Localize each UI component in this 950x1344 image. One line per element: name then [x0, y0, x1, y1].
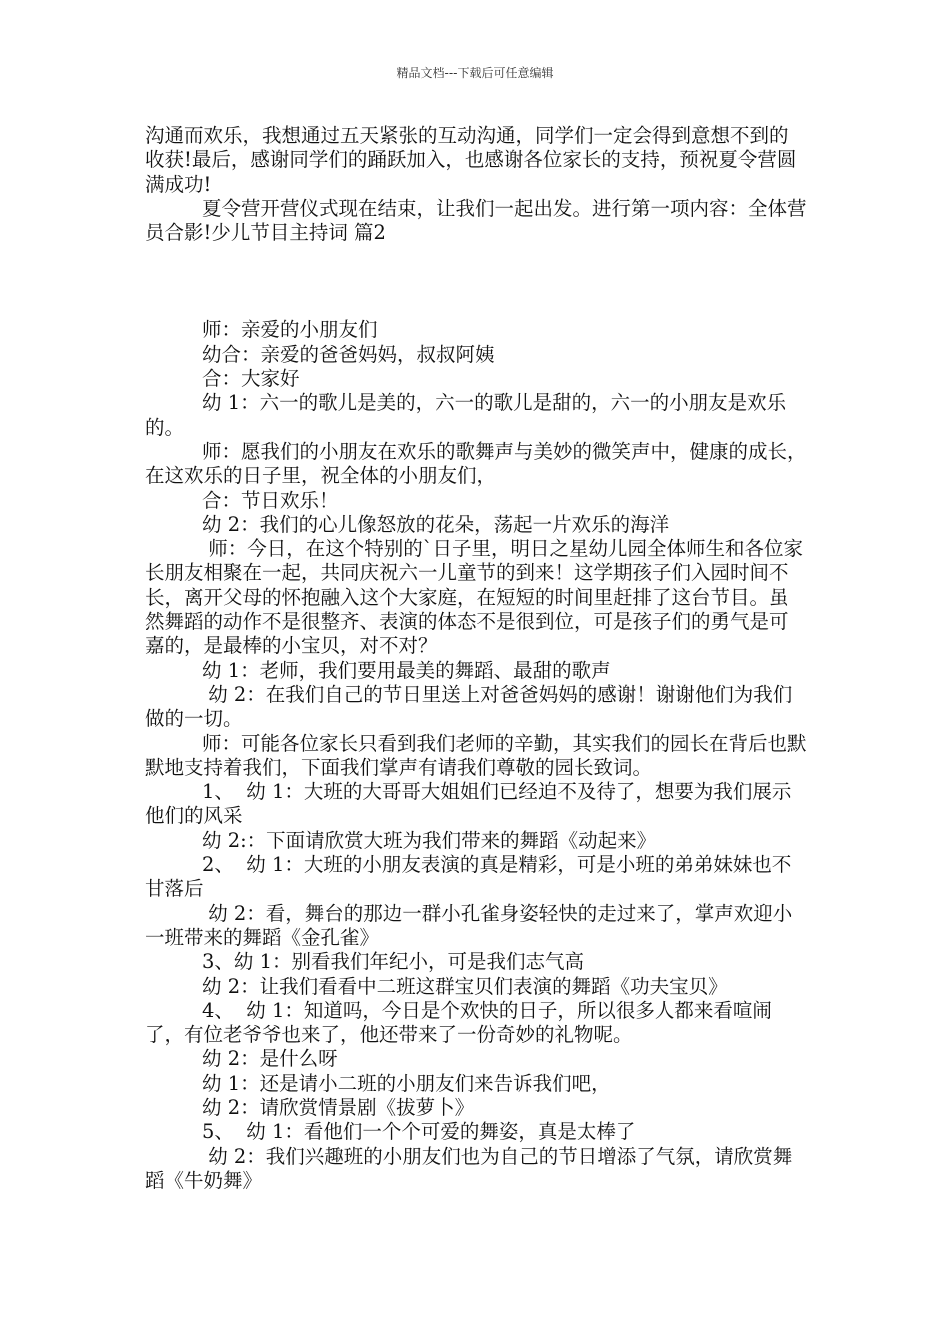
- intro-section: [145, 124, 807, 245]
- script-line: 幼 2：我们兴趣班的小朋友们也为自己的节日增添了气氛，请欣赏舞蹈《牛奶舞》: [145, 1144, 793, 1192]
- script-line: 幼 1：还是请小二班的小朋友们来告诉我们吧，: [202, 1071, 611, 1095]
- page-header: 精品文档---下载后可任意编辑: [396, 66, 554, 80]
- script-line: 师：亲爱的小朋友们: [202, 318, 378, 342]
- script-line: 幼 1：老师，我们要用最美的舞蹈、最甜的歌声: [202, 658, 611, 682]
- script-line: 2、 幼 1：大班的小朋友表演的真是精彩，可是小班的弟弟妹妹也不甘落后: [145, 853, 792, 901]
- script-line: 师：可能各位家长只看到我们老师的辛勤，其实我们的园长在背后也默默地支持着我们，下面我们掌声有请我们尊敬的园长致词。: [145, 731, 807, 779]
- script-line: 幼 2：请欣赏情景剧《拔萝卜》: [202, 1095, 475, 1119]
- script-line: 合：节日欢乐！: [202, 488, 339, 512]
- script-line: 4、 幼 1：知道吗，今日是个欢快的日子，所以很多人都来看喧闹了，有位老爷爷也来了，他还带来了一份奇妙的礼物呢。: [145, 998, 772, 1047]
- script-line: 幼 2:：下面请欣赏大班为我们带来的舞蹈《动起来》: [202, 828, 657, 852]
- section-gap: [145, 245, 807, 318]
- document-body: [145, 124, 807, 1193]
- script-line: 幼合：亲爱的爸爸妈妈，叔叔阿姨: [202, 342, 495, 366]
- script-line: 师：今日，在这个特别的`日子里，明日之星幼儿园全体师生和各位家长朋友相聚在一起，共同庆祝六一儿童节的到来！这学期孩子们入园时间不长，离开父母的怀抱融入这个大家庭，在短短的时间里赶排了这台节目。虽然舞蹈的动作不是很整齐、表演的体态不是很到位，可是孩子们的勇气是可嘉的，是最棒的小宝贝，对不对？: [145, 537, 803, 658]
- script-line: 幼 1：六一的歌儿是美的，六一的歌儿是甜的，六一的小朋友是欢乐的。: [145, 391, 787, 439]
- script-line: 5、 幼 1：看他们一个个可爱的舞姿，真是太棒了: [202, 1120, 636, 1144]
- script-line: 幼 2：让我们看看中二班这群宝贝们表演的舞蹈《功夫宝贝》: [202, 974, 728, 998]
- script-line: 1、 幼 1：大班的大哥哥大姐姐们已经迫不及待了，想要为我们展示他们的风采: [145, 780, 792, 828]
- script-line: 幼 2：是什么呀: [202, 1047, 338, 1071]
- script-line: 3、幼 1：别看我们年纪小，可是我们志气高: [202, 950, 585, 974]
- script-line: 师：愿我们的小朋友在欢乐的歌舞声与美妙的微笑声中，健康的成长，在这欢乐的日子里，祝全体的小朋友们，: [145, 439, 807, 488]
- script-line: 幼 2：在我们自己的节日里送上对爸爸妈妈的感谢！谢谢他们为我们做的一切。: [145, 682, 793, 731]
- script-line: 合：大家好: [202, 367, 300, 391]
- script-line: 幼 2：看，舞台的那边一群小孔雀身姿轻快的走过来了，掌声欢迎小一班带来的舞蹈《金孔雀》: [145, 901, 793, 949]
- script-line: 幼 2：我们的心儿像怒放的花朵，荡起一片欢乐的海洋: [202, 512, 670, 536]
- script-section: [145, 318, 807, 1193]
- paragraph: 沟通而欢乐，我想通过五天紧张的互动沟通，同学们一定会得到意想不到的收获!最后，感谢同学们的踊跃加入，也感谢各位家长的支持，预祝夏令营圆满成功!: [145, 124, 797, 196]
- paragraph: 夏令营开营仪式现在结束，让我们一起出发。进行第一项内容：全体营员合影!少儿节目主持词 篇2: [145, 196, 807, 245]
